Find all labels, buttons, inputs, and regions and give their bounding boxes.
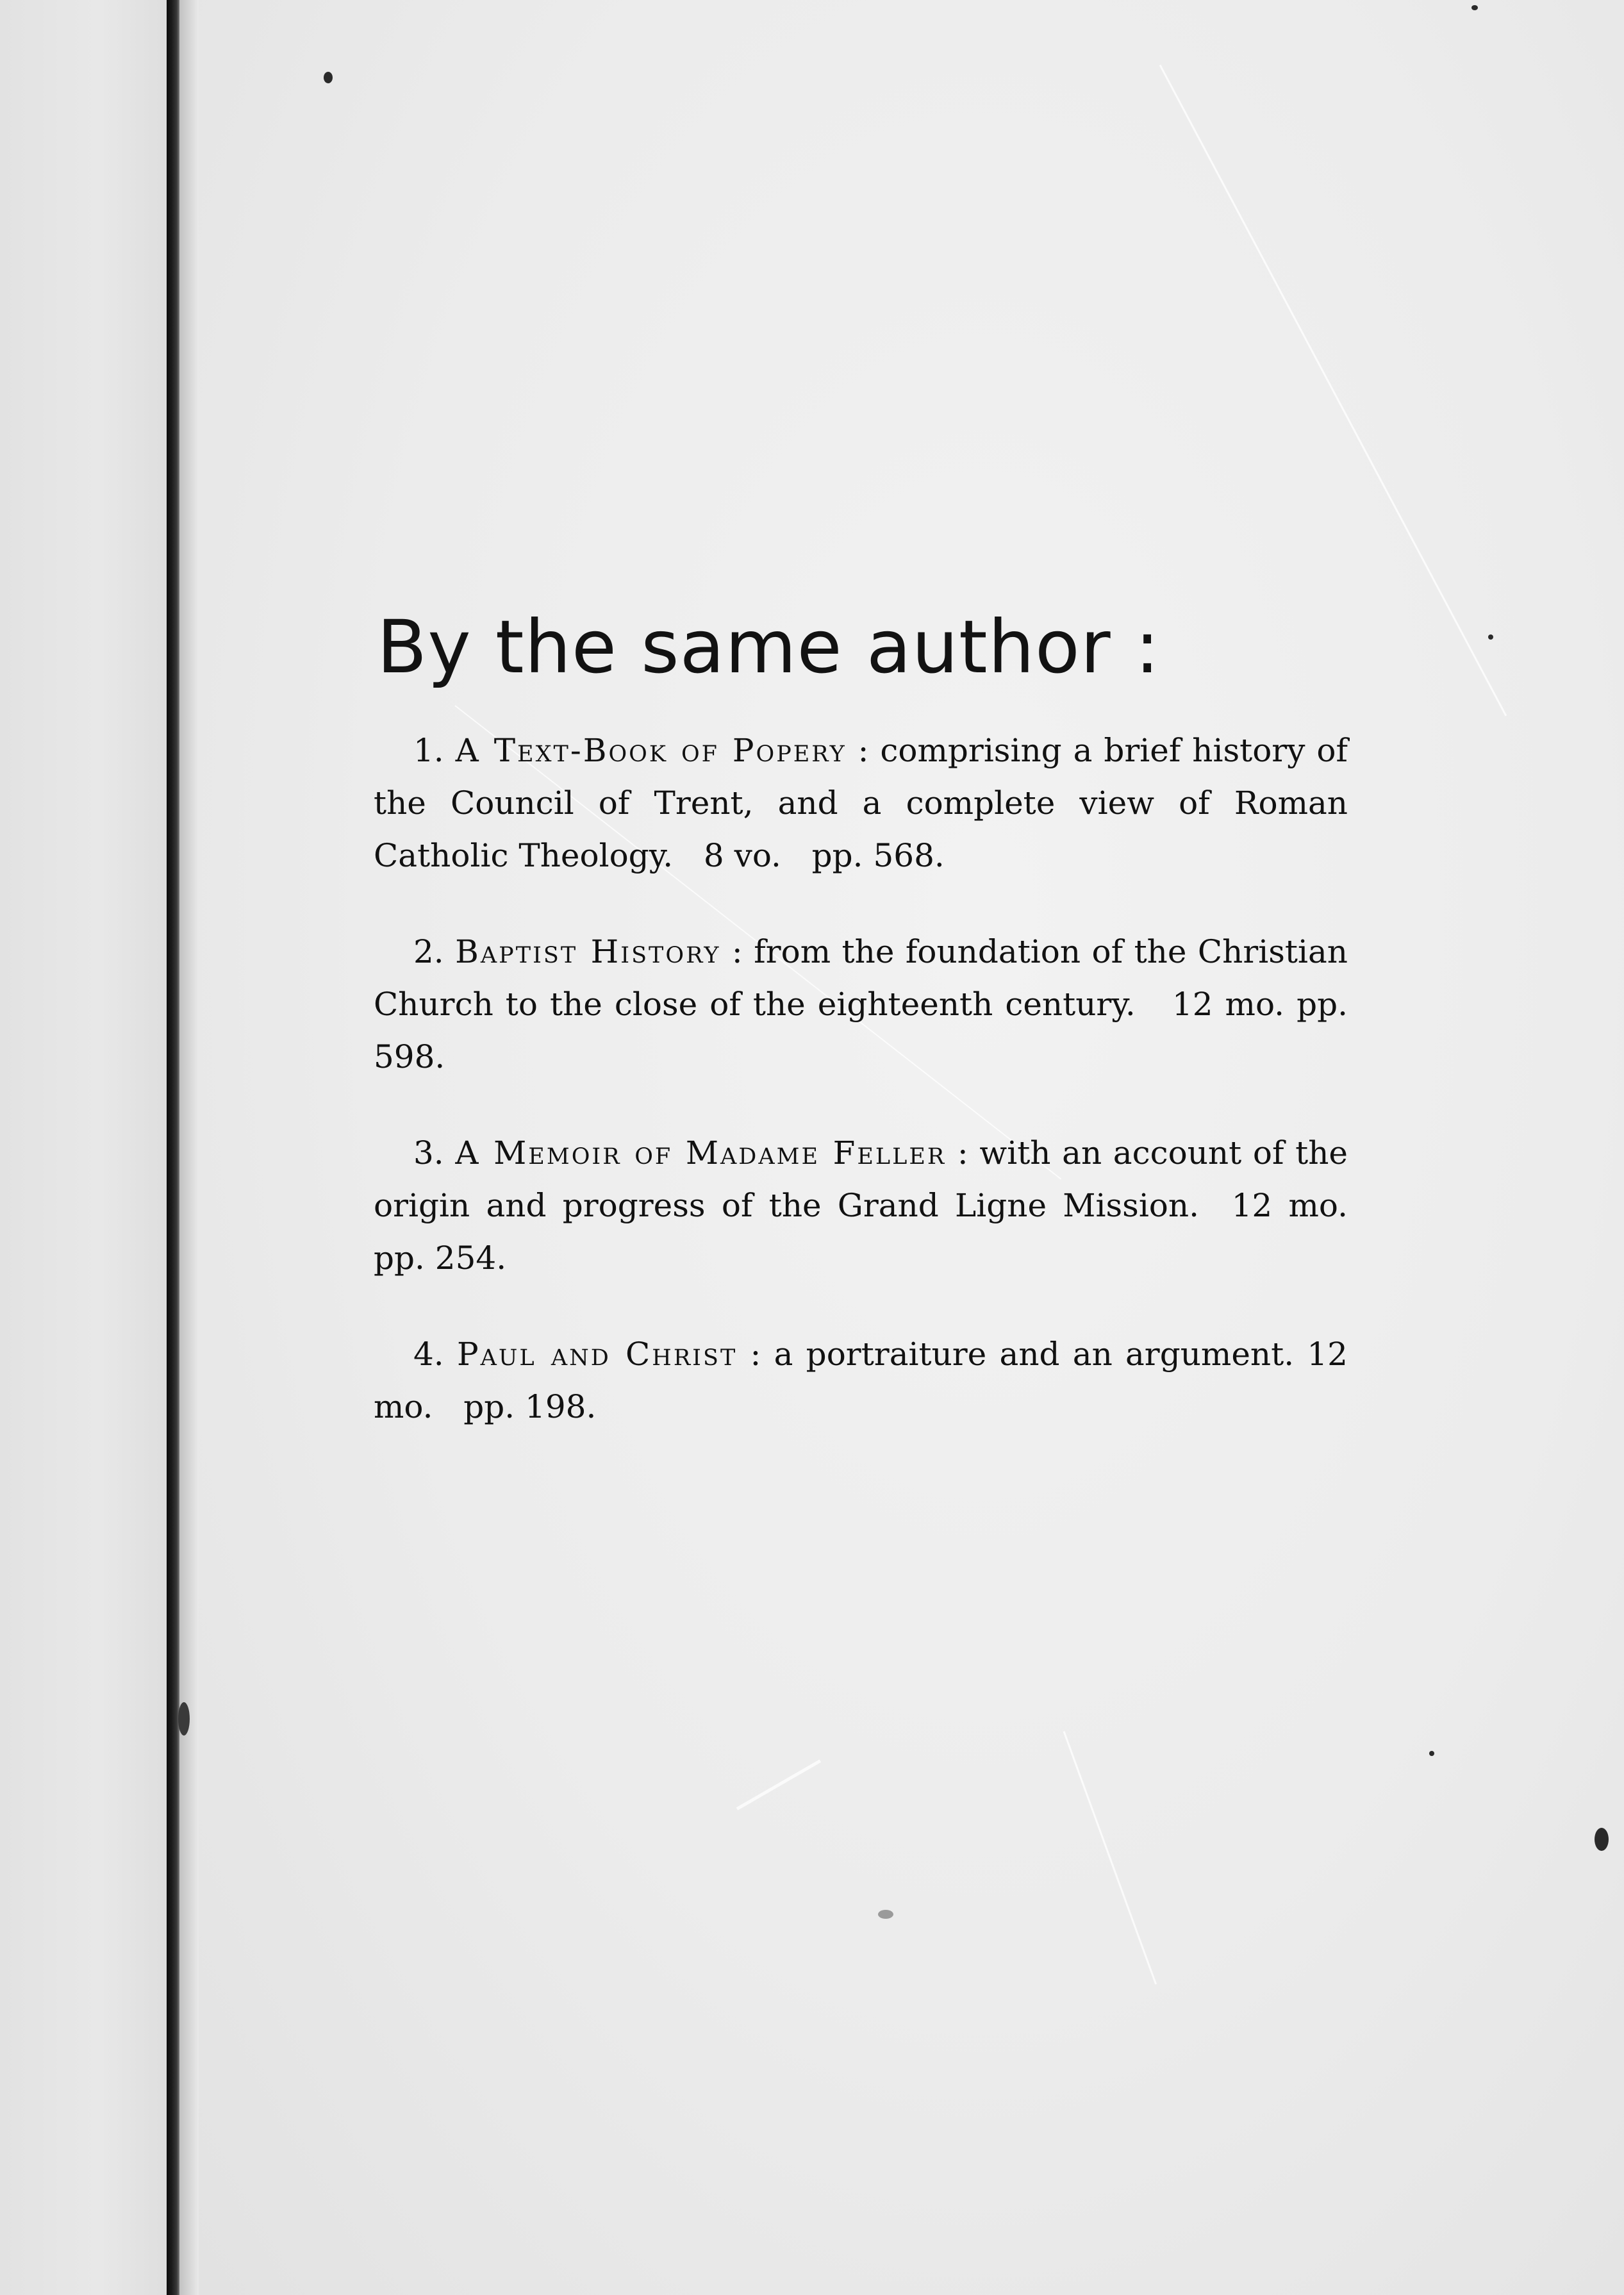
book-gutter [167, 0, 179, 2295]
dust-speck [878, 1910, 893, 1919]
entry-number: 2. [413, 933, 444, 970]
entry-number: 3. [413, 1134, 444, 1172]
book-description: a portraiture and an argument. [774, 1336, 1295, 1373]
facing-page-margin [0, 0, 167, 2295]
book-title: Paul and Christ [456, 1336, 738, 1373]
page-count: pp. 254. [374, 1239, 507, 1277]
book-description: comprising a brief history of the Council of Trent, and a complete view of Roman Catholic Theology. [374, 732, 1348, 874]
entry-number: 1. [413, 732, 444, 769]
book-format: 8 vo. [703, 837, 781, 874]
book-title: A Text-Book of Popery [455, 732, 847, 769]
page-count: pp. 198. [463, 1388, 597, 1425]
dust-speck [324, 72, 333, 83]
book-format: 12 mo. [374, 1336, 1348, 1425]
gutter-shadow [179, 0, 199, 2295]
book-title: Baptist History [455, 933, 721, 970]
dust-speck [1471, 5, 1478, 10]
dust-speck [178, 1702, 190, 1736]
book-entry: 2. Baptist History : from the foundation of the Christian Church to the close of the eighteenth century. 12 mo. pp. 598. [374, 933, 1348, 1075]
book-description: from the foundation of the Christian Church to the close of the eighteenth century. [374, 933, 1348, 1023]
book-entry: 4. Paul and Christ : a portraiture and an argument. 12 mo. pp. 198. [374, 1336, 1348, 1425]
page-count: pp. 598. [374, 986, 1348, 1075]
book-entry: 3. A Memoir of Madame Feller : with an account of the origin and progress of the Grand Ligne Mission. 12 mo. pp. 254. [374, 1134, 1348, 1277]
book-entry: 1. A Text-Book of Popery : comprising a brief history of the Council of Trent, and a complete view of Roman Catholic Theology. 8 vo. pp. 568. [374, 732, 1348, 874]
book-description: with an account of the origin and progress of the Grand Ligne Mission. [374, 1134, 1348, 1224]
book-title: A Memoir of Madame Feller [455, 1134, 947, 1172]
book-format: 12 mo. [1172, 986, 1285, 1023]
dust-speck [1488, 634, 1493, 640]
paper-scratch [736, 1759, 821, 1810]
dust-speck [1429, 1751, 1434, 1756]
page-count: pp. 568. [811, 837, 945, 874]
entry-number: 4. [413, 1336, 444, 1373]
book-format: 12 mo. [1231, 1187, 1348, 1224]
advertisement-page-content [374, 604, 1348, 1477]
dust-speck [1595, 1828, 1609, 1851]
page-title: By the same author : [377, 604, 1161, 690]
paper-scratch [1063, 1731, 1157, 1985]
